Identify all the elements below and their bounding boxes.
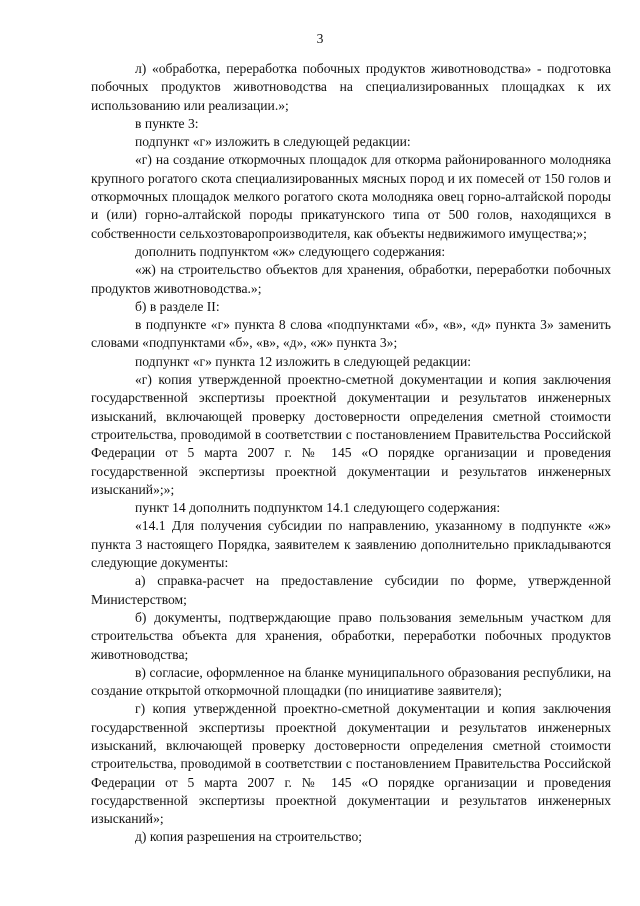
paragraph: а) справка-расчет на предоставление субсидии по форме, утвержденной Министерством; [91, 573, 611, 607]
paragraph: д) копия разрешения на строительство; [135, 829, 363, 845]
paragraph: «14.1 Для получения субсидии по направлению, указанному в подпункте «ж» пункта 3 настоящего Порядка, заявителем к заявлению дополнительно прикладываются следующие документы: [91, 518, 611, 571]
paragraph: б) документы, подтверждающие право пользования земельным участком для строительства объекта для хранения, обработки, переработки побочных продуктов животноводства; [91, 609, 611, 662]
paragraph: г) копия утвержденной проектно-сметной документации и копия заключения государственной экспертизы проектной документации и результатов инженерных изысканий, включающей проверку достоверности определения сметной стоимости строительства, проводимой в соответствии с постановлением Правительства Российской Федерации от 5 марта 2007 г. № 145 «О порядке организации и проведения государственной экспертизы проектной документации и результатов инженерных изысканий»; [91, 701, 611, 827]
paragraph: «ж) на строительство объектов для хранения, обработки, переработки побочных продуктов животноводства.»; [91, 262, 611, 296]
paragraph: подпункт «г» изложить в следующей редакции: [135, 134, 411, 150]
paragraph: в) согласие, оформленное на бланке муниципального образования республики, на создание открытой откормочной площадки (по инициативе заявителя); [91, 664, 611, 699]
paragraph: дополнить подпунктом «ж» следующего содержания: [135, 243, 446, 259]
paragraph: в подпункте «г» пункта 8 слова «подпунктами «б», «в», «д» пункта 3» заменить словами «подпунктами «б», «в», «д», «ж» пункта 3»; [91, 317, 611, 351]
paragraph: в пункте 3: [135, 115, 199, 131]
paragraph: «г) на создание откормочных площадок для откорма районированного молодняка крупного рогатого скота специализированных мясных пород и их помесей от 150 голов и откормочных площадок мелкого рогатого скота молодняка овец горно-алтайской породы и (или) горно-алтайской породы прикатунского типа от 500 голов, находящихся в собственности сельхозтоваропроизводителя, как объекты недвижимого имущества;»; [91, 152, 611, 241]
paragraph: подпункт «г» пункта 12 изложить в следующей редакции: [135, 353, 472, 369]
document-body [91, 60, 611, 847]
paragraph: пункт 14 дополнить подпунктом 14.1 следующего содержания: [135, 500, 501, 516]
paragraph: л) «обработка, переработка побочных продуктов животноводства» - подготовка побочных продуктов животноводства на специализированных площадках к их использованию или реализации.»; [91, 61, 611, 113]
paragraph: б) в разделе II: [135, 298, 220, 314]
page-number: 3 [316, 31, 324, 46]
paragraph: «г) копия утвержденной проектно-сметной документации и копия заключения государственной экспертизы проектной документации и результатов инженерных изысканий, включающей проверку достоверности определения сметной стоимости строительства, проводимой в соответствии с постановлением Правительства Российской Федерации от 5 марта 2007 г. № 145 «О порядке организации и проведения государственной экспертизы проектной документации и результатов инженерных изысканий»;»; [91, 372, 611, 497]
